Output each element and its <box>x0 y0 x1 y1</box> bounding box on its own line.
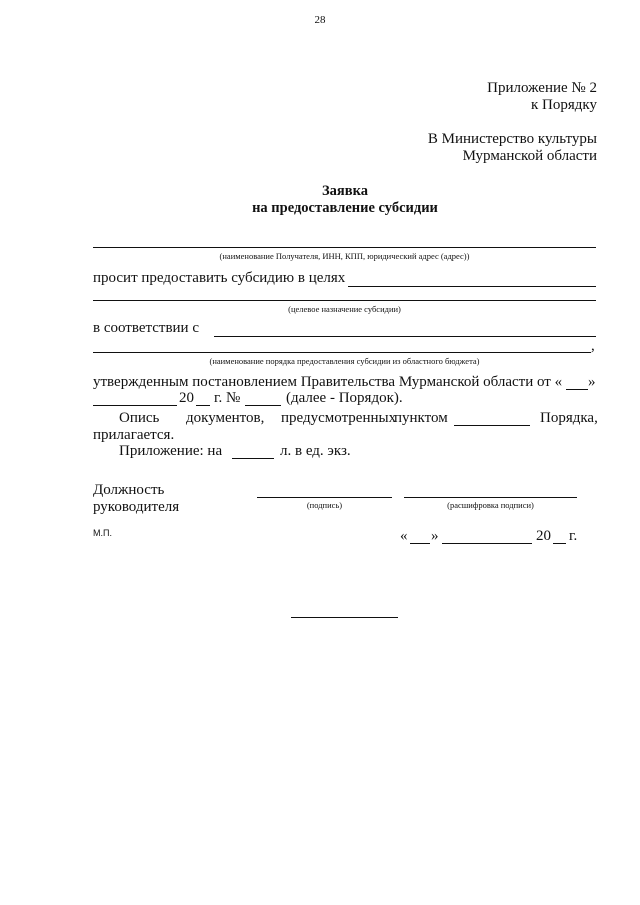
accordance-text: в соответствии с <box>93 320 199 336</box>
approved-text-line-1: утвержденным постановлением Правительства Мурманской области от « <box>93 374 563 390</box>
date-close-quote: » <box>431 528 439 544</box>
addressee-line-1: В Министерство культуры <box>427 131 597 147</box>
attachment-sheets-field[interactable] <box>232 458 274 459</box>
addressee-line-2: Мурманской области <box>462 148 597 164</box>
recipient-field[interactable] <box>93 247 596 248</box>
closing-separator <box>291 617 398 618</box>
approved-day-close: » <box>588 374 596 390</box>
approved-year-field[interactable] <box>196 405 210 406</box>
date-day-field[interactable] <box>410 543 430 544</box>
date-month-field[interactable] <box>442 543 532 544</box>
request-text: просит предоставить субсидию в целях <box>93 270 346 286</box>
inventory-word-1: Опись <box>119 410 160 426</box>
attachment-prefix: Приложение: на <box>119 443 223 459</box>
approved-tail: (далее - Порядок). <box>286 390 403 406</box>
inventory-word-2: документов, <box>186 410 265 426</box>
date-year-suffix: г. <box>569 528 578 544</box>
stamp-label: М.П. <box>93 528 112 538</box>
date-year-prefix: 20 <box>536 528 551 544</box>
signature-decoding-caption: (расшифровка подписи) <box>447 500 534 510</box>
page-number: 28 <box>314 14 326 26</box>
appendix-line-2: к Порядку <box>531 97 597 113</box>
procedure-comma: , <box>591 338 595 354</box>
approved-number-label: г. № <box>214 390 241 406</box>
procedure-field-2[interactable] <box>93 352 591 353</box>
position-label-1: Должность <box>93 482 165 498</box>
inventory-word-4: пунктом <box>394 410 448 426</box>
approved-year-prefix: 20 <box>179 390 194 406</box>
approved-day-field[interactable] <box>566 389 588 390</box>
inventory-word-3: предусмотренных <box>281 410 397 426</box>
recipient-caption: (наименование Получателя, ИНН, КПП, юридический адрес (адрес)) <box>219 251 470 261</box>
signature-field[interactable] <box>257 497 392 498</box>
inventory-clause-field[interactable] <box>454 425 530 426</box>
approved-number-field[interactable] <box>245 405 281 406</box>
approved-date-field[interactable] <box>93 405 177 406</box>
signature-caption: (подпись) <box>306 500 343 510</box>
purpose-field-1[interactable] <box>348 286 596 287</box>
date-year-field[interactable] <box>553 543 566 544</box>
inventory-end: Порядка, <box>540 410 598 426</box>
purpose-caption: (целевое назначение субсидии) <box>288 304 401 314</box>
document-title: Заявка <box>322 183 368 199</box>
date-open-quote: « <box>400 528 408 544</box>
inventory-line-2: прилагается. <box>93 427 175 443</box>
signature-decoding-field[interactable] <box>404 497 577 498</box>
document-subtitle: на предоставление субсидии <box>252 200 438 216</box>
appendix-line-1: Приложение № 2 <box>487 80 597 96</box>
procedure-caption: (наименование порядка предоставления субсидии из областного бюджета) <box>209 356 480 366</box>
procedure-field-1[interactable] <box>214 336 596 337</box>
attachment-suffix: л. в ед. экз. <box>280 443 351 459</box>
purpose-field-2[interactable] <box>93 300 596 301</box>
position-label-2: руководителя <box>93 499 180 515</box>
